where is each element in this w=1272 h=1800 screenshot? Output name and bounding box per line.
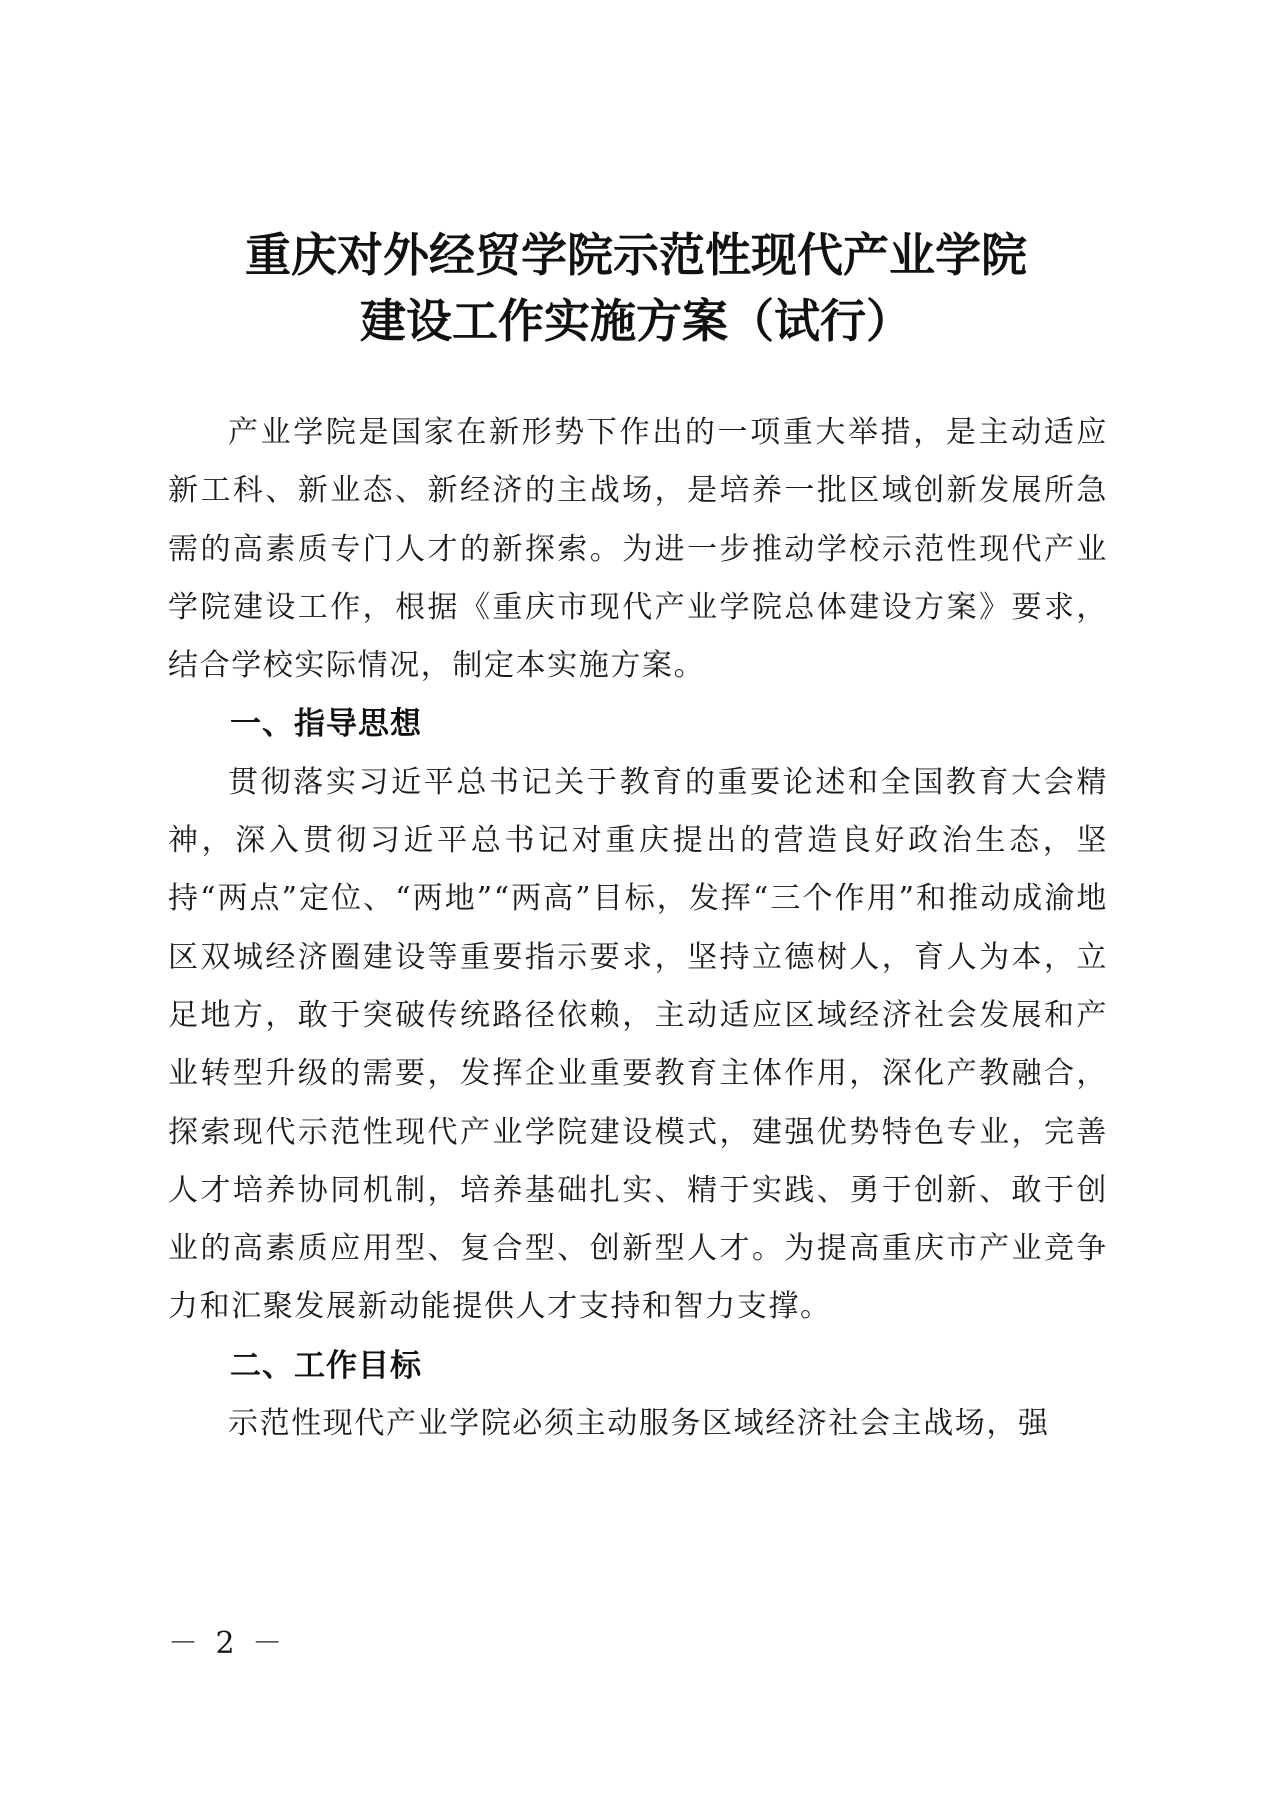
title-line-2: 建设工作实施方案（试行） <box>360 294 912 348</box>
title-line-1: 重庆对外经贸学院示范性现代产业学院 <box>245 228 1027 282</box>
section-heading-guiding-ideology: 一、指导思想 <box>230 706 422 743</box>
page-number: － 2 － <box>168 1626 287 1661</box>
document-body <box>168 404 1108 1453</box>
section-heading-work-goals: 二、工作目标 <box>230 1347 422 1384</box>
guiding-ideology-paragraph: 贯彻落实习近平总书记关于教育的重要论述和全国教育大会精神，深入贯彻习近平总书记对重庆提出的营造良好政治生态，坚持“两点”定位、“两地”“两高”目标，发挥“三个作用”和推动成渝地区双城经济圈建设等重要指示要求，坚持立德树人，育人为本，立足地方，敢于突破传统路径依赖，主动适应区域经济社会发展和产业转型升级的需要，发挥企业重要教育主体作用，深化产教融合，探索现代示范性现代产业学院建设模式，建强优势特色专业，完善人才培养协同机制，培养基础扎实、精于实践、勇于创新、敢于创业的高素质应用型、复合型、创新型人才。为提高重庆市产业竞争力和汇聚发展新动能提供人才支持和智力支撑。 <box>168 764 1108 1325</box>
work-goals-paragraph: 示范性现代产业学院必须主动服务区域经济社会主战场，强 <box>228 1406 1050 1442</box>
intro-paragraph: 产业学院是国家在新形势下作出的一项重大举措，是主动适应新工科、新业态、新经济的主战场，是培养一批区域创新发展所急需的高素质专门人才的新探索。为进一步推动学校示范性现代产业学院建设工作，根据《重庆市现代产业学院总体建设方案》要求，结合学校实际情况，制定本实施方案。 <box>168 415 1108 684</box>
document-title <box>0 222 1272 354</box>
